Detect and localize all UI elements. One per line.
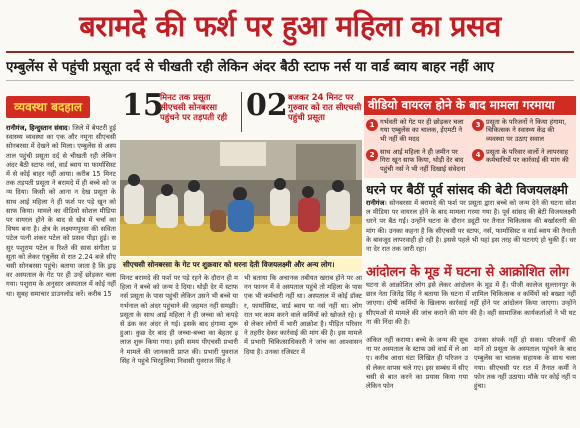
section-badge: व्यवस्था बदहाल bbox=[6, 96, 90, 118]
factoid-2-text: बजकर 24 मिनट पर गुरुवार को रात सीएचसी पहुंची प्रसूता bbox=[288, 92, 362, 122]
middle-column-1: मिनट बरामदे की फर्श पर पड़े रहने के दौरान ही महिला ने बच्चे को जन्म दे दिया। थोड़ी देर में स्टाफ नर्स प्रसूता के पास पहुंची लेकिन उसने भी बच्चे या गर्भनाल को अंदर पहुंचाने की जहमत नहीं समझी। प्रसूता के साथ आई महिला ने ही जच्चा को कपड़े से ढंक कर अंदर ले गई। इसके बाद हंगामा शुरू हुआ। कुछ देर बाद ही जच्चा-बच्चा का बेहतर इलाज शुरू किया गया। इसी समय पीएचसी प्रभारी ने मामले की जानकारी प्राप्त की। प्रभारी युवराज सिंह ने पहुंचे भिरहुलिया निवासी युवराज सिंह ने bbox=[120, 274, 238, 365]
viral-item-2-number: 2 bbox=[366, 149, 378, 161]
viral-item-4-number: 4 bbox=[472, 149, 484, 161]
subheadline-rule bbox=[6, 80, 574, 81]
middle-column-2: भी बताया कि अचानक तबीयत खराब होने पर आनन फानन में वे अस्पताल पहुंचे तो महिला के पास एक भी कर्मचारी नहीं था। अस्पताल में कोई डॉक्टर, फार्मासिस्ट, वार्ड ब्वाय या नर्स नहीं था। लोग रात भर काम करने वाले कर्मियों को खोजते रहे। इसे लेकर लोगों में भारी आक्रोश है। पीड़ित परिवार ने तहरीर देकर कार्रवाई की मांग की है। इस मामले में प्रभारी चिकित्साधिकारी ने जांच का आश्वासन दिया है। उनका रजिस्टर में bbox=[244, 274, 362, 356]
bottom-right-column-2: उनका संपर्क नहीं हो सका। परिजनों की मानें तो प्रसूता के अस्पताल पहुंचने के बाद एम्बुलेंस का चालक सहायक के साथ चला गया। सीएचसी पर रात में तैनात कर्मी ने फोन तक नहीं उठाया। मौके पर कोई नहीं पहुंचा। bbox=[474, 336, 576, 391]
subheadline: एम्बुलेंस से पहुंची प्रसूता दर्द से चीखती रही लेकिन अंदर बैठी स्टाफ नर्स या वार्ड ब्वाय बाहर नहीं आए bbox=[6, 60, 495, 75]
left-text: । जिले में बेपटरी हुई स्वास्थ्य व्यवस्था का एक और नमूना सीएचसी सोनबरसा में देखने को मिला। एम्बुलेंस से अस्पताल पहुंची प्रसूता दर्द से चीखती रही लेकिन अंदर बैठी स्टाफ नर्स, वार्ड ब्वाय या फार्मासिस्ट में से कोई बाहर नहीं आया। करीब 15 मिनट तक तड़पती प्रसूता ने बरामदे में ही बच्चे को जन्म दिया। किसी को आना न देख प्रसूता के साथ आई महिला ने ही फर्श पर पड़े खून को साफ किया। मामले का वीडियो सोशल मीडिया पर वायरल होने के बाद से खेत्र में चर्चा का विषय बना है। क्षेत्र के लक्ष्मणपुरवा की सविता पटेल पत्नी शंकर पटेल को प्रसव पीड़ा हुई। ससुर पशुराम पटेल व रिश्ते की सास संगीता प्रसूता को लेकर एंबुलेंस से रात 2.24 बजे सीएचसी सोनबरसा पहुंचे। बताया जाता है कि ड्राइवर अस्पताल के गेट पर ही उन्हें छोड़कर चला गया। पशुराम के अनुसार अस्पताल में कोई नहीं था। सुबह समाचार डाउनलोड करें। करीब 15 bbox=[6, 124, 116, 298]
dharna-body bbox=[366, 199, 576, 259]
news-photo-illustration bbox=[120, 140, 362, 256]
viral-box bbox=[364, 116, 576, 178]
news-photo bbox=[120, 140, 362, 256]
viral-item-4-text: प्रसूता के परिवार वालों ने लापरवाह कर्मचारियों पर कार्रवाई की मांग की bbox=[486, 148, 569, 165]
factoid-divider bbox=[241, 92, 242, 132]
headline: बरामदे की फर्श पर हुआ महिला का प्रसव bbox=[79, 9, 501, 43]
factoid-1-text: मिनट तक प्रसूता सीएचसी सोनबरसा पहुंचने पर तड़पती रही bbox=[160, 92, 228, 122]
dharna-text: । सोनबरसा में बरामदे की फर्श पर प्रसूता द्वारा बच्चे को जन्म देने की घटना सोशल मीडिया पर वायरल होने के बाद मामला गरमा गया है। पूर्व सांसद की बेटी विजयलक्ष्मी धरने पर बैठ गईं। उन्होंने घटना के दौरान ड्यूटी पर तैनात चिकित्सक की बर्खास्तगी की मांग की। उनका कहना है कि सीएचसी पर स्टाफ, नर्स, फार्मासिस्ट व वार्ड ब्वाय की तैनाती के बावजूद लापरवाही हो रही है। इससे पहले भी यहां इस तरह की घटनाएं हो चुकी हैं। धरना देर रात तक जारी रहा। bbox=[366, 199, 576, 254]
factoid-1-number: 15 bbox=[122, 88, 164, 123]
viral-item-2-text: साथ आई महिला ने ही जमीन पर गिरा खून साफ किया, थोड़ी देर बाद पहुंची नर्स ने भी नहीं दिखाई संवेदना bbox=[380, 148, 466, 173]
andolan-body: घटना से आक्रोशित लोग इसे लेकर आंदोलन के मूड में हैं। पीजी कालेज सुल्तानपुर के छात्र नेता जितेंद्र सिंह ने बताया कि घटना में शामिल चिकित्सक व कर्मियों को बख्शा नहीं जाएगा। दोषी कर्मियों के खिलाफ कार्रवाई नहीं होने पर आंदोलन किया जाएगा। उन्होंने सीएमओ से मामले की जांच कराने की मांग की है। वहीं सामाजिक कार्यकर्ताओं ने भी घटना की निंदा की है। bbox=[366, 281, 576, 326]
headline-rule bbox=[6, 51, 574, 53]
viral-item-1-text: गर्भवती को गेट पर ही छोड़कर चला गया एम्बुलेंस का चालक, ईएमटी ने भी नहीं की मदद bbox=[380, 118, 464, 143]
dharna-dateline: रानीगंज bbox=[366, 199, 385, 207]
viral-item-1-number: 1 bbox=[366, 119, 378, 131]
bottom-right-column-1: अंकित नहीं कराया। बच्चे के जन्म की सूचना पर अस्पताल के स्टाफ उसे वार्ड में ले आए। करीब आधा घंटा लिखित ही परिजन उसे लेकर वापस चले गए। इस सम्बंध में सीएचसी से बात करने का प्रयास किया गया लेकिन फोन bbox=[366, 336, 468, 391]
factoid-2-number: 02 bbox=[246, 88, 288, 123]
photo-caption: सीएचसी सोनबरसा के गेट पर शुक्रवार को धरना देती विजयलक्ष्मी और अन्य लोग। bbox=[120, 258, 362, 272]
viral-item-3-text: प्रसूता के परिजनों ने किया हंगामा, चिकित्सक ने स्वास्थ्य केंद्र की व्यवस्था पर उठाए सवाल bbox=[486, 118, 567, 143]
viral-box-title: वीडियो वायरल होने के बाद मामला गरमाया bbox=[364, 96, 576, 115]
viral-item-3-number: 3 bbox=[472, 119, 484, 131]
left-column bbox=[6, 124, 116, 424]
left-dateline: रानीगंज, हिन्दुस्तान संवाद bbox=[6, 124, 68, 132]
dharna-title: धरने पर बैठीं पूर्व सांसद की बेटी विजयलक्ष्मी bbox=[366, 182, 568, 197]
andolan-title: आंदोलन के मूड में घटना से आक्रोशित लोग bbox=[366, 265, 570, 280]
